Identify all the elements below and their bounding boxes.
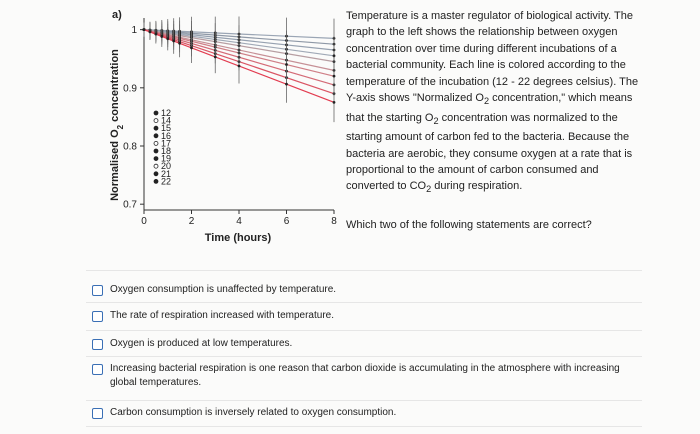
data-point [190,46,193,49]
x-tick-label: 0 [141,216,147,227]
y-tick-label: 0.9 [123,83,137,95]
y-axis-title-suffix: concentration [109,49,121,125]
legend-label: 20 [161,161,172,172]
legend-label: 16 [161,130,172,141]
data-point [333,101,336,104]
data-point [178,42,181,45]
answer-option[interactable] [92,337,652,351]
legend-marker [154,134,158,138]
answer-option[interactable] [92,362,637,390]
answer-option[interactable] [92,406,652,420]
description-text-fragment: during respiration. [431,180,523,193]
answer-option-label: Increasing bacterial respiration is one reason that carbon dioxide is accumulating in the atmosphere with increasing global temperatures. [110,363,620,388]
description-line: temperature of the incubation (12 - 22 degrees celsius). The [346,75,639,88]
description-line: proportional to the amount of carbon consumed and [346,164,599,177]
description-line: concentration over time during different incubations of a [346,42,617,55]
description-text-fragment: concentration was normalized to the [438,111,618,124]
legend-label: 14 [161,115,172,126]
checkbox[interactable] [92,408,103,419]
question-text: Which two of the following statements are correct? [346,219,592,231]
divider [86,270,642,271]
data-point [285,63,288,66]
data-point [149,31,152,34]
answer-option[interactable] [92,309,652,323]
description-subscript: 2 [484,96,490,107]
svg-text:Normalised O2 concentration [109,49,125,201]
x-tick-label: 4 [236,216,242,227]
description-line: starting amount of carbon fed to the bacteria. Because the [346,131,630,144]
answer-option-label: Oxygen consumption is unaffected by temperature. [110,284,337,295]
data-point [214,56,217,59]
description-text-fragment: converted to CO [346,180,427,193]
data-point [285,83,288,86]
divider [86,330,642,331]
data-point [172,40,175,43]
answer-option-label: The rate of respiration increased with temperature. [110,310,334,321]
description-subscript: 2 [433,115,439,126]
x-tick-label: 8 [331,216,337,227]
divider [86,400,642,401]
description-line [346,178,642,198]
legend-marker [154,179,158,183]
description-subscript: 2 [426,184,432,195]
checkbox[interactable] [92,285,103,296]
y-tick-label: 0.8 [123,141,137,153]
description-line [346,110,642,130]
legend-marker [154,164,158,168]
legend-label: 18 [161,146,172,156]
y-axis-title-prefix: Normalised O [109,129,121,201]
checkbox[interactable] [92,364,103,375]
description-line: Temperature is a master regulator of biological activity. The [346,10,633,22]
chart-svg [98,0,348,250]
data-point [238,65,241,68]
legend-marker [154,119,158,123]
y-axis-title-sub: 2 [115,124,125,130]
data-point [166,37,169,40]
legend-marker [154,149,158,153]
legend-label: 22 [161,176,172,187]
answer-option-label: Carbon consumption is inversely related to oxygen consumption. [110,407,397,418]
description-text-fragment: that the starting O [346,111,434,124]
y-axis-title [109,49,125,201]
description-line: graph to the left shows the relationship between oxygen [346,26,618,39]
divider [86,356,642,357]
y-tick-label: 1 [131,25,137,37]
y-tick-label: 0.7 [123,199,137,211]
panel-label: a) [112,9,122,21]
data-point [154,33,157,36]
legend-marker [154,111,158,115]
description-text-fragment: Y-axis shows "Normalized O [346,92,484,105]
legend-marker [154,141,158,145]
legend-label: 19 [161,153,172,164]
legend-label: 15 [161,123,172,134]
legend-label: 17 [161,138,172,149]
description-line: bacterial community. Each line is colored according to the [346,59,626,72]
legend-label: 12 [161,108,172,118]
x-axis-title: Time (hours) [204,232,272,244]
legend-marker [154,157,158,161]
description-line [346,90,642,110]
answer-option[interactable] [92,283,652,297]
divider [86,302,642,303]
legend-marker [154,126,158,130]
legend-label: 21 [161,168,172,179]
data-point [333,75,336,78]
description-text [346,8,642,198]
checkbox[interactable] [92,311,103,322]
x-tick-label: 6 [283,216,290,227]
data-point [143,28,146,31]
oxygen-chart [98,0,348,250]
x-tick-label: 2 [188,216,195,227]
description-line: bacteria are aerobic, they consume oxygen at a rate that is [346,147,633,160]
data-point [160,35,163,38]
description-text-fragment: concentration," which means [489,92,633,105]
checkbox[interactable] [92,339,103,350]
divider [86,426,642,427]
legend-marker [154,172,158,176]
answer-option-label: Oxygen is produced at low temperatures. [110,338,293,349]
